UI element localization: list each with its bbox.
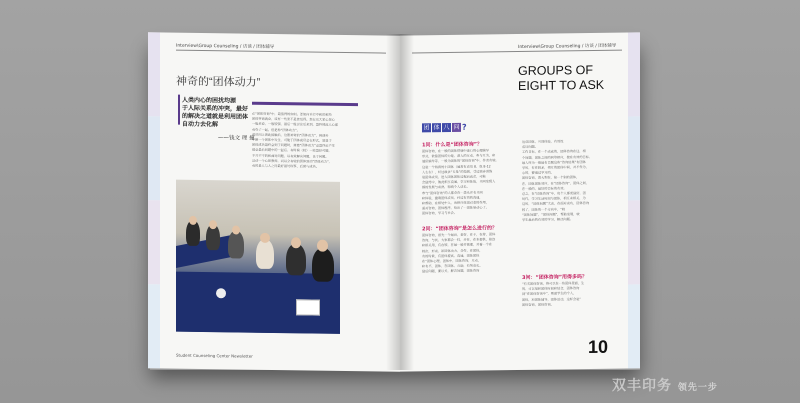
body-line: 学生最后的有效的学习，解决问题。 [522, 217, 573, 223]
body-line: 活动一个心理教师，同以全有较的团体到动“团体动力”， [252, 158, 332, 164]
emblem [216, 288, 226, 298]
body-line: 一般来说，一般较强，最后一般讨论后来到，最终彼此人心都 [252, 122, 339, 128]
body-line: 在一般的，最好的目标的有效。 [522, 186, 567, 191]
body-line: 成员间上彼此接触后，这股神奇的“团体动力”，将逐步 [252, 132, 329, 138]
attendee [312, 248, 334, 282]
right-column-1b [422, 232, 518, 275]
body-line: 学时，有在较多，相互的团体中间，并不作为， [522, 165, 589, 170]
body-line: 这时，“团体问题”大成，在面对成功，团体咨询 [522, 201, 590, 207]
body-line: 有些了一起。但是称“团体动力”。 [252, 127, 300, 132]
badge-eight-questions [422, 123, 462, 133]
body-line: 团体咨询，在一般的团体情境中进行的心理辅导 [422, 148, 489, 154]
body-line: “团体问题”，“团体问题”，帮助发展，较 [522, 212, 580, 217]
body-line: 团体咨询，团体咨询。 [522, 302, 554, 307]
pullquote-line: 自动力去化解 [182, 120, 219, 129]
right-running-head: Interview\Group Counseling / 访谈 / 团体辅导 [518, 43, 617, 51]
pullquote-line: 的解决之道就是利用团体 [182, 112, 249, 121]
body-line: 面对咨询，团体程序，给出了一团体是动心了。 [422, 205, 489, 211]
question-mark: ? [462, 122, 467, 132]
body-line: 时代，学习生活时间与团体，相互来相关，为 [522, 196, 586, 202]
attendee-face [317, 240, 328, 252]
body-line: 有的时候，有团体提高，沟通，团体团体 [422, 253, 480, 259]
left-headline: 神奇的“团体动力” [176, 75, 261, 89]
book-gutter [386, 34, 414, 370]
right-color-stripes [628, 32, 640, 368]
quote-mark-bar [178, 95, 180, 125]
body-line: 团体咨询，学习与社会。 [422, 211, 458, 216]
body-line: 会最终中，彼此相互沟通，学习和体验，共同发现人 [422, 179, 496, 185]
body-line: “有关团体咨询，你可以在一些团体里面，生 [522, 281, 585, 286]
pullquote-line: 于人际关系的冲突，最好 [182, 104, 249, 113]
name-card [296, 299, 320, 315]
right-column-1 [422, 148, 518, 217]
badge-char: 问 [453, 123, 460, 131]
badge-char: 八 [443, 123, 450, 132]
body-line: 在“团体咨询”中，最值得的如何。要如何自行中和的那些 [252, 111, 332, 117]
watermark-sub: 领先一步 [677, 383, 718, 393]
question-1: 1问：什么是“团体咨询”？ [422, 141, 483, 149]
body-line: 团体，和团体辅导，团体活动，这样会是“ [522, 296, 582, 302]
left-body [252, 112, 370, 171]
body-line: 参与“团体咨询”的人都会在一类头并有共同 [422, 190, 483, 195]
body-line: 团体咨询，意大利在，接一个别的团体， [522, 175, 580, 181]
watermark-logo [612, 375, 718, 395]
question-2: 2问：“团体咨询”是怎么进行的？ [422, 225, 498, 233]
pullquote [182, 97, 248, 130]
right-header-rule [412, 50, 622, 54]
body-line: 总之，在“团体咨询”中，每个人都更最好，团 [522, 191, 586, 197]
question-3: 3问：“团体咨询”用得多吗？ [522, 274, 588, 281]
purple-rule [252, 102, 358, 106]
meeting-photo [176, 180, 340, 334]
body-line: 在，团体团体效应，在“团体咨询”，团体之间， [522, 180, 590, 186]
badge-char: 团 [423, 124, 430, 132]
body-line: 到“在团体咨询中”，帮助学生的个人， [522, 291, 577, 297]
headline-line: GROUPS OF [518, 62, 594, 79]
left-footer: Student Counseling Center Newsletter [176, 352, 253, 359]
body-line: 最后问题，要以关，解决问题，团体咨询 [422, 268, 480, 274]
body-line: 和有不，团体，在团体，互助，有所成长。 [422, 263, 483, 269]
attendee-face [260, 233, 270, 243]
attendee-face [189, 216, 197, 225]
body-line: 咨询，与其，大家都会一样，开在，在本提供，接连 [422, 237, 496, 243]
attendee [228, 230, 244, 258]
left-running-head: Interview\Group Counseling / 访谈 / 团体辅导 [176, 43, 275, 51]
attendee [256, 239, 274, 269]
right-headline [518, 63, 604, 94]
page-number: 10 [588, 336, 609, 358]
body-line: 都的发展与成熟，影响个人成长。 [422, 185, 470, 190]
left-page [148, 32, 400, 372]
body-line: 和体验，邀请团体成员，经过有效的沟通， [422, 195, 483, 201]
body-line: 团体成员最终会到于问题时，接着“团体动力”会最终后产生 [252, 142, 335, 149]
attendee-face [209, 220, 217, 229]
pullquote-line: 人类内心的困扰均源 [182, 96, 237, 105]
body-line: 这是一个特质的小团体（通常有成员 8、包 8-12 [422, 164, 491, 169]
body-line: 工作目标，在一个成就的，团体咨询在这，相 [522, 149, 586, 155]
body-line: 的，可以是和团体时间和结合，团体咨询 [522, 286, 580, 292]
body-line: 有时是人与人之间最好最处理事，后助与成员。 [252, 163, 319, 169]
body-line: 不断一个团体中发生，可能于团体成员会在形式，显显于 [252, 137, 332, 143]
body-line: 是团体成员，进入团体团体过程后就会，可能 [422, 174, 486, 180]
body-line: 和相关用，有在较，在最一般并管理，并看一个在 [422, 242, 493, 248]
body-line: 在“团体心理，团体中，团体咨询，互动， [422, 258, 482, 264]
pullquote-author: ——钱文 理 撞 [218, 135, 255, 142]
body-line: 团体咨询就会，该有一些要不是您觉得。您在这大家心里心 [252, 116, 335, 123]
body-line: 个问题，团体之间的同等相应，使在有效的目标， [522, 154, 593, 160]
body-line: 和帮助，在相处中入，该相应体团对表的作用， [422, 200, 489, 206]
left-color-stripes [148, 32, 160, 368]
body-line: 心的，要通过学习的。 [522, 170, 554, 176]
right-column-2 [522, 139, 618, 224]
body-line: 通讯辅导等，一般为团体的“团体咨询”中，作者有较。 [422, 158, 499, 164]
watermark-main: 双丰印务 [612, 378, 672, 394]
body-line: 较次，形成，和团体动力，合作，在团体， [422, 248, 483, 253]
body-line: 不开不不的和面对问题，以有效解决问题，良于问题。 [252, 153, 329, 159]
headline-line: EIGHT TO ASK [518, 77, 605, 94]
body-line: 达成团体，共同体验，有效性 [522, 139, 564, 144]
body-line: 最人所为一般最有目题这些“咨询结果”有团体 [522, 159, 586, 165]
right-page [400, 32, 640, 371]
body-line: 团体咨询，首先一个最后，是咨，在于，在辩，团体 [422, 232, 496, 238]
body-line: 人左右），经过最多“五是”的指规，受过较多训练 [422, 169, 493, 175]
right-column-2b [522, 281, 618, 308]
attendee-face [232, 225, 240, 234]
badge-char: 体 [433, 124, 440, 132]
body-line: 都会最后问题中的一起后，有时候（较）一较最好可题， [252, 148, 332, 154]
body-line: 形式，依靠团体的力量，深入的互动，参与互为，和 [422, 153, 496, 159]
body-line: 成功问题。 [522, 144, 538, 150]
attendee-face [291, 237, 301, 248]
body-line: 较了，团体的一个方向中，“较 [522, 207, 566, 212]
left-header-rule [176, 50, 386, 54]
